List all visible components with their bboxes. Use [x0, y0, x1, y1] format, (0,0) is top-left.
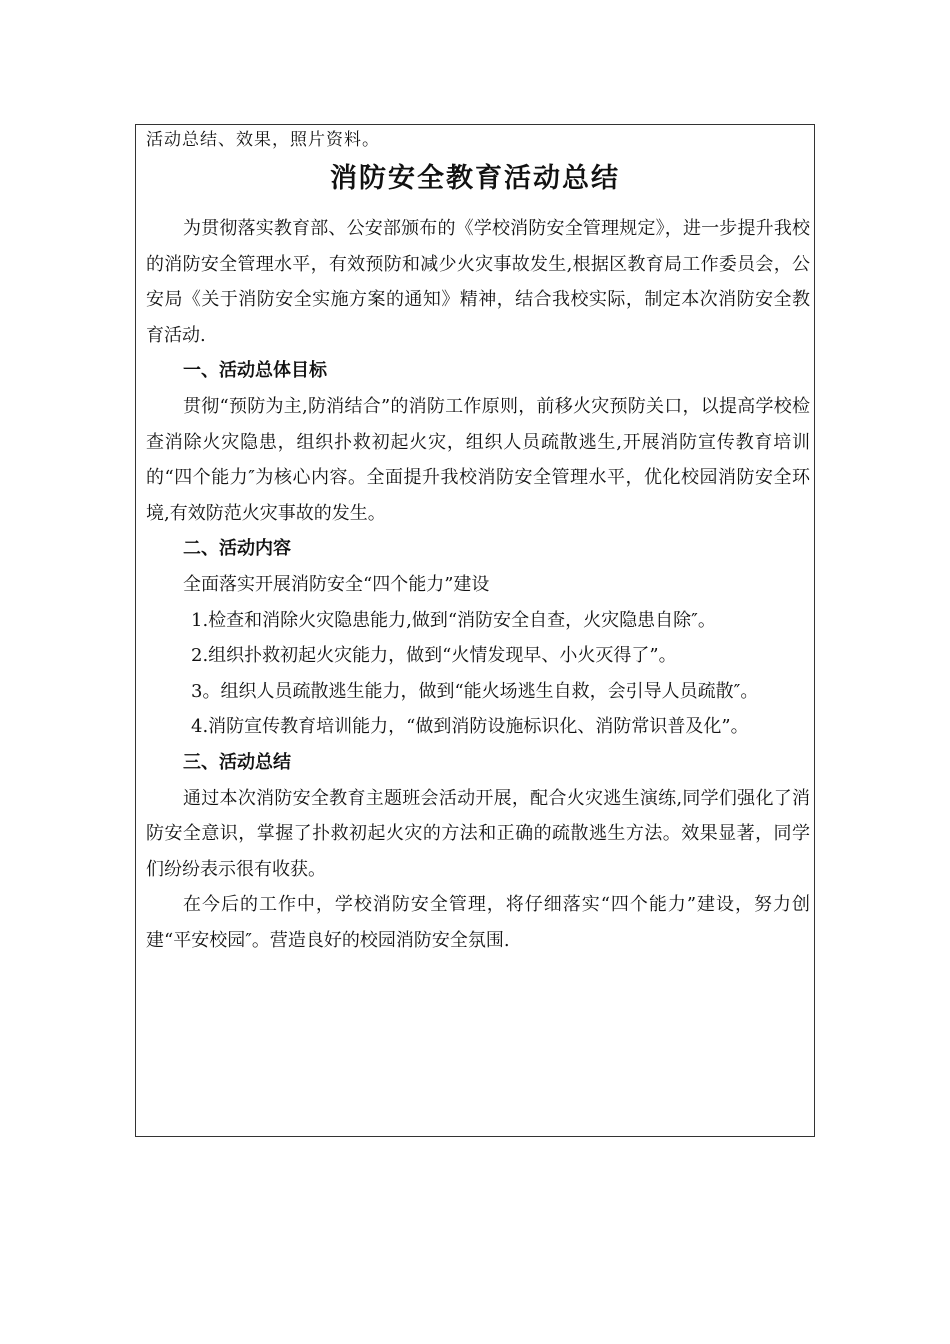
header-note: 活动总结、效果，照片资料。	[146, 130, 380, 150]
document-title: 消防安全教育活动总结	[330, 163, 620, 194]
section1-paragraph: 贯彻“预防为主,防消结合”的消防工作原则，前移火灾预防关口，以提高学校检查消除火灾隐患，组织扑救初起火灾，组织人员疏散逃生,开展消防宣传教育培训的“四个能力″为核心内容。全面提升我校消防安全管理水平，优化校园消防安全环境,有效防范火灾事故的发生。	[146, 395, 810, 524]
section2-lead: 全面落实开展消防安全“四个能力”建设	[183, 573, 490, 595]
section2-item-2: 2.组织扑救初起火灾能力，做到“火情发现早、小火灭得了”。	[191, 645, 677, 667]
section3-paragraph-1: 通过本次消防安全教育主题班会活动开展，配合火灾逃生演练,同学们强化了消防安全意识，掌握了扑救初起火灾的方法和正确的疏散逃生方法。效果显著，同学们纷纷表示很有收获。	[146, 787, 810, 880]
section3-paragraph-2: 在今后的工作中，学校消防安全管理，将仔细落实“四个能力”建设，努力创建“平安校园″。营造良好的校园消防安全氛围.	[146, 894, 810, 951]
section2-item-1: 1.检查和消除火灾隐患能力,做到“消防安全自查，火灾隐患自除″。	[191, 609, 716, 631]
section2-heading: 二、活动内容	[183, 538, 291, 560]
intro-paragraph: 为贯彻落实教育部、公安部颁布的《学校消防安全管理规定》，进一步提升我校的消防安全管理水平，有效预防和减少火灾事故发生,根据区教育局工作委员会，公安局《关于消防安全实施方案的通知》精神，结合我校实际，制定本次消防安全教育活动.	[146, 218, 810, 346]
section2-item-4: 4.消防宣传教育培训能力，“做到消防设施标识化、消防常识普及化”。	[191, 716, 749, 738]
document-table-frame	[135, 124, 815, 1137]
section1-heading: 一、活动总体目标	[183, 360, 327, 382]
document-body	[146, 211, 810, 958]
section2-item-3: 3。组织人员疏散逃生能力，做到“能火场逃生自救，会引导人员疏散″。	[191, 680, 759, 702]
section3-heading: 三、活动总结	[183, 751, 291, 773]
